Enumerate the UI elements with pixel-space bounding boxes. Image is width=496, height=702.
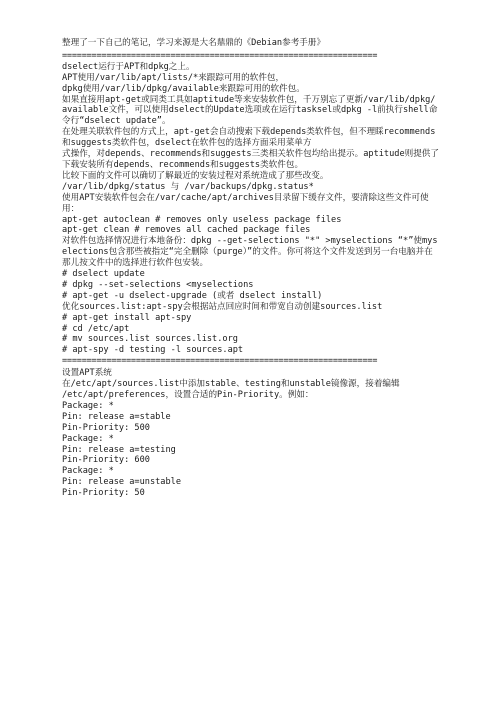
text-line: 比较下面的文件可以确切了解最近的安装过程对系统造成了那些改变。 — [62, 170, 329, 181]
config-line: Package: * — [62, 433, 114, 444]
config-line: Pin: release a=stable — [62, 411, 171, 422]
code-line: # dpkg --set-selections <myselections — [62, 279, 254, 290]
text-line: /etc/apt/preferences，设置合适的Pin-Priority。例如： — [62, 390, 314, 400]
config-line: Package: * — [62, 400, 114, 411]
code-line: /var/lib/dpkg/status 与 /var/backups/dpkg.status* — [62, 181, 314, 192]
config-line: Pin: release a=testing — [62, 444, 176, 455]
config-line: Package: * — [62, 466, 114, 477]
text-line: APT使用/var/lib/apt/lists/*来跟踪可用的软件包， — [62, 72, 285, 83]
text-paragraph: 优化sources.list:apt-spy会根据站点回应时间和带宽自动创建sources.list — [62, 301, 383, 312]
config-line: Pin-Priority: 50 — [62, 488, 145, 499]
code-line: # dselect update — [62, 269, 145, 280]
document-intro: 整理了一下自己的笔记，学习来源是大名鼎鼎的《Debian参考手册》 — [62, 38, 326, 48]
text-paragraph: 使用APT安装软件包会在/var/cache/apt/archives目录留下缓存文件，要清除这些文件可使用： — [62, 192, 429, 214]
code-line: # cd /etc/apt — [62, 323, 130, 334]
text-paragraph: 式操作，对depends、recommends和suggests三类相关软件包均给出提示。aptitude则提供了下载安装所有depends、recommends和suggests类软件包。 — [62, 149, 439, 170]
separator-line: ================================================================ — [62, 356, 378, 367]
text-paragraph: 如果直接用apt-get或同类工具如aptitude等来安装软件包，千万别忘了更新/var/lib/dpkg/available文件，可以使用dselect的Update选项或在运行tasksel或dpkg -l前执行shell命令行“dselect update”。 — [62, 94, 438, 127]
config-line: Pin: release a=unstable — [62, 477, 181, 488]
config-line: Pin-Priority: 600 — [62, 455, 150, 466]
text-paragraph: 对软件包选择情况进行本地备份：dpkg --get-selections "*" >myselections “*”使myselections包含那些被指定“完全删除（purge）”的文件。你可将这个文件发送到另一台电脑并在那儿按文件中的选择进行软件包安装。 — [62, 236, 438, 269]
code-line: apt-get autoclean # removes only useless package files — [62, 214, 342, 225]
code-line: # apt-spy -d testing -l sources.apt — [62, 345, 244, 356]
text-paragraph: 在处理关联软件包的方式上，apt-get会自动搜索下载depends类软件包，但不理睬recommends和suggests类软件包，dselect在软件包的选择方面采用菜单方 — [62, 127, 436, 149]
code-line: # apt-get -u dselect-upgrade (或者 dselect install) — [62, 290, 323, 301]
config-line: Pin-Priority: 500 — [62, 422, 150, 433]
code-line: # apt-get install apt-spy — [62, 312, 192, 323]
text-line: dselect运行于APT和dpkg之上。 — [62, 61, 195, 72]
code-line: apt-get clean # removes all cached package files — [62, 225, 311, 236]
code-line: # mv sources.list sources.list.org — [62, 334, 238, 345]
text-paragraph: 在/etc/apt/sources.list中添加stable、testing和unstable镜像源，接着编辑 — [62, 379, 400, 390]
text-line: dpkg使用/var/lib/dpkg/available来跟踪可用的软件包。 — [62, 83, 305, 94]
document-page — [62, 38, 440, 499]
section-heading: 设置APT系统 — [62, 368, 112, 379]
separator-line: ================================================================ — [62, 50, 378, 61]
